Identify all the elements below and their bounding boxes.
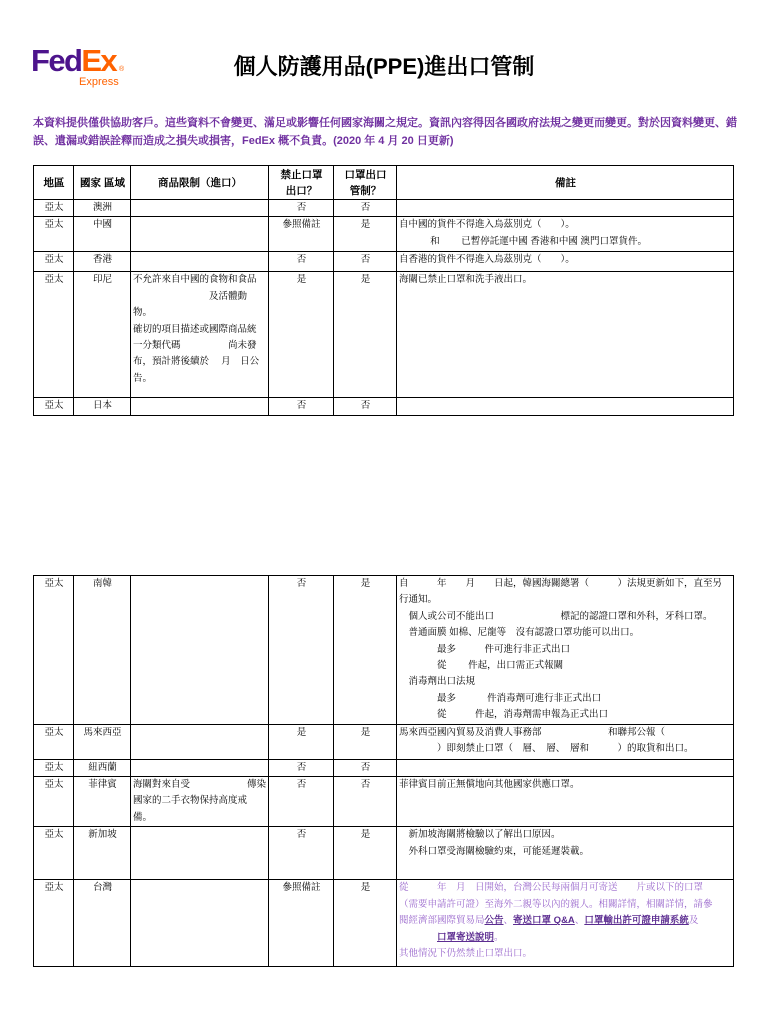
- table-row: [34, 217, 734, 252]
- text-segment: 及: [688, 915, 699, 927]
- goods-restriction-cell: [131, 724, 269, 759]
- text-line: 外科口罩受海關檢驗約束，可能延遲裝載。: [399, 845, 590, 857]
- text-line: 個人或公司不能出口 標記的認證口罩和外科，牙科口罩。: [399, 610, 713, 622]
- table-row: [34, 398, 734, 415]
- disclaimer-line: 誤、遺漏或錯誤詮釋而造成之損失或損害，FedEx 概不負責。(2020 年 4 月 20 日更新): [33, 135, 454, 147]
- text-line: 行通知。: [399, 594, 438, 606]
- ppe-control-table-continued: [33, 575, 734, 967]
- text-line: 最多 件可進行非正式出口: [399, 643, 571, 655]
- text-line: ）即刻禁止口罩（ 層、 層、 層和 ）的取貨和出口。: [399, 743, 694, 755]
- mask-export-control-cell: 否: [334, 252, 397, 272]
- country-cell: 日本: [74, 398, 131, 415]
- header-country: 國家 區域: [74, 166, 131, 200]
- mask-export-ban-cell: 否: [269, 576, 334, 725]
- remarks-cell: [397, 200, 734, 217]
- region-cell: 亞太: [34, 272, 74, 398]
- region-cell: 亞太: [34, 398, 74, 415]
- text-line: 自 年 月 日起，韓國海關總署（ ）法規更新如下，直至另: [399, 578, 723, 589]
- text-line: 消毒劑出口法規: [399, 676, 476, 688]
- mask-export-control-cell: 否: [334, 759, 397, 776]
- text-line: [399, 913, 732, 929]
- table-row: [34, 200, 734, 217]
- text-line: 一分類代碼 尚未發: [133, 340, 257, 352]
- region-cell: 亞太: [34, 777, 74, 827]
- text-segment: [399, 932, 437, 943]
- table-body: [34, 576, 734, 967]
- goods-restriction-cell: [131, 759, 269, 776]
- mask-mailing-qa-link[interactable]: 寄送口罩 Q&A: [513, 915, 575, 927]
- remarks-cell: [397, 724, 734, 759]
- remarks-cell: [397, 398, 734, 415]
- mask-export-ban-cell: 否: [269, 398, 334, 415]
- mask-export-ban-cell: 是: [269, 272, 334, 398]
- remarks-cell: [397, 880, 734, 967]
- mask-export-control-cell: 是: [334, 827, 397, 880]
- text-line: （需要申請許可證）至海外二親等以內的親人。相關詳情，相關詳情，請參: [399, 898, 713, 910]
- text-line: 從 年 月 日開始，台灣公民每兩個月可寄送 片或以下的口罩: [399, 882, 704, 894]
- goods-restriction-cell: [131, 576, 269, 725]
- mask-export-control-cell: 否: [334, 200, 397, 217]
- region-cell: 亞太: [34, 880, 74, 967]
- text-line: 海關已禁止口罩和洗手液出口。: [399, 274, 533, 286]
- goods-restriction-cell: [131, 252, 269, 272]
- logo-ex-text: Ex: [81, 43, 117, 78]
- region-cell: 亞太: [34, 759, 74, 776]
- text-line: 新加坡海關將檢驗以了解出口原因。: [399, 829, 561, 841]
- table-body: [34, 200, 734, 416]
- text-line: 從 件起，消毒劑需申報為正式出口: [399, 709, 609, 721]
- announcement-link[interactable]: 公告: [484, 915, 504, 927]
- table-row: [34, 272, 734, 398]
- remarks-cell: [397, 252, 734, 272]
- header-region: 地區: [34, 166, 74, 200]
- mask-export-ban-cell: 是: [269, 724, 334, 759]
- table-row: [34, 827, 734, 880]
- remarks-cell: [397, 217, 734, 252]
- text-line: 從 件起，出口需正式報關: [399, 660, 564, 672]
- remarks-cell: [397, 827, 734, 880]
- region-cell: 亞太: [34, 827, 74, 880]
- text-line: 確切的項目描述或國際商品統: [133, 323, 257, 335]
- text-line: 告。: [133, 372, 153, 384]
- text-line: 自香港的貨件不得進入烏茲別克（ ）。: [399, 254, 575, 266]
- mask-export-ban-cell: 否: [269, 252, 334, 272]
- mask-export-ban-cell: 參照備註: [269, 217, 334, 252]
- disclaimer-text: [33, 114, 737, 150]
- text-line: 備。: [133, 811, 153, 823]
- text-line: 海關對來自受 傳染: [133, 779, 267, 791]
- goods-restriction-cell: [131, 880, 269, 967]
- text-line: 布，預計將後續於 月 日公: [133, 356, 260, 368]
- header-mask-export-ban: [269, 166, 334, 200]
- mask-export-control-cell: 是: [334, 576, 397, 725]
- table-row: [34, 724, 734, 759]
- region-cell: 亞太: [34, 724, 74, 759]
- registered-mark: ®: [119, 66, 125, 73]
- text-segment: 。: [494, 931, 504, 943]
- remarks-cell: [397, 777, 734, 827]
- country-cell: 中國: [74, 217, 131, 252]
- mask-mailing-instructions-link[interactable]: 口罩寄送說明: [437, 931, 495, 943]
- country-cell: 馬來西亞: [74, 724, 131, 759]
- country-cell: 菲律賓: [74, 777, 131, 827]
- country-cell: 印尼: [74, 272, 131, 398]
- text-line: 其他情況下仍然禁止口罩出口。: [399, 947, 533, 959]
- header-goods-restriction: 商品限制（進口）: [131, 166, 269, 200]
- header-remarks: 備註: [397, 166, 734, 200]
- text-line: 和 已暫停託運中國 香港和中國 澳門口罩貨件。: [399, 235, 648, 247]
- mask-export-ban-cell: 否: [269, 777, 334, 827]
- logo-division-text: Express: [79, 76, 119, 88]
- region-cell: 亞太: [34, 217, 74, 252]
- mask-export-permit-system-link[interactable]: 口罩輸出許可證申請系統: [584, 915, 689, 927]
- mask-export-ban-cell: 否: [269, 827, 334, 880]
- table-header: [34, 166, 734, 200]
- text-segment: 、: [574, 915, 585, 927]
- text-line: 禁止口罩: [280, 168, 323, 181]
- text-line: 菲律賓目前正無償地向其他國家供應口罩。: [399, 779, 580, 791]
- country-cell: 香港: [74, 252, 131, 272]
- header-mask-export-control: [334, 166, 397, 200]
- mask-export-control-cell: 否: [334, 398, 397, 415]
- country-cell: 台灣: [74, 880, 131, 967]
- mask-export-ban-cell: 參照備註: [269, 880, 334, 967]
- text-segment: 閱經濟部國際貿易局: [399, 915, 485, 927]
- goods-restriction-cell: [131, 200, 269, 217]
- country-cell: 新加坡: [74, 827, 131, 880]
- disclaimer-line: 本資料提供僅供協助客戶。這些資料不會變更、滿足或影響任何國家海關之規定。資訊內容得因各國政府法規之變更而變更。對於因資料變更、錯: [33, 117, 737, 129]
- country-cell: 紐西蘭: [74, 759, 131, 776]
- text-line: 普通面膜 如棉、尼龍等 沒有認證口罩功能可以出口。: [399, 627, 640, 639]
- mask-export-ban-cell: 否: [269, 759, 334, 776]
- table-row: [34, 880, 734, 967]
- mask-export-control-cell: 是: [334, 880, 397, 967]
- text-line: 物。: [133, 307, 153, 319]
- page-title: 個人防護用品(PPE)進出口管制: [233, 54, 535, 79]
- ppe-control-table: [33, 165, 734, 416]
- logo-fed-text: Fed: [31, 43, 82, 78]
- table-row: [34, 777, 734, 827]
- text-line: 出口？: [285, 184, 318, 197]
- mask-export-control-cell: 是: [334, 724, 397, 759]
- text-line: [399, 930, 732, 946]
- goods-restriction-cell: [131, 398, 269, 415]
- text-line: 管制？: [349, 184, 382, 197]
- text-line: 國家的二手衣物保持高度戒: [133, 795, 248, 807]
- text-line: 最多 件消毒劑可進行非正式出口: [399, 692, 602, 704]
- text-line: 不允許來自中國的食物和食品: [133, 274, 257, 286]
- mask-export-ban-cell: 否: [269, 200, 334, 217]
- goods-restriction-cell: [131, 272, 269, 398]
- country-cell: 澳洲: [74, 200, 131, 217]
- table-row: [34, 759, 734, 776]
- text-line: 馬來西亞國內貿易及消費人事務部 和聯邦公報（: [399, 726, 666, 738]
- mask-export-control-cell: 否: [334, 777, 397, 827]
- mask-export-control-cell: 是: [334, 217, 397, 252]
- text-line: 及活體動: [133, 290, 248, 302]
- goods-restriction-cell: [131, 217, 269, 252]
- region-cell: 亞太: [34, 252, 74, 272]
- remarks-cell: [397, 272, 734, 398]
- table-row: [34, 252, 734, 272]
- text-segment: 、: [503, 915, 514, 927]
- goods-restriction-cell: [131, 827, 269, 880]
- text-line: 自中國的貨件不得進入烏茲別克（ ）。: [399, 219, 575, 231]
- text-line: 口罩出口: [344, 168, 387, 181]
- table-row: [34, 576, 734, 725]
- header-row: [34, 166, 734, 200]
- mask-export-control-cell: 是: [334, 272, 397, 398]
- remarks-cell: [397, 576, 734, 725]
- country-cell: 南韓: [74, 576, 131, 725]
- remarks-cell: [397, 759, 734, 776]
- region-cell: 亞太: [34, 576, 74, 725]
- region-cell: 亞太: [34, 200, 74, 217]
- goods-restriction-cell: [131, 777, 269, 827]
